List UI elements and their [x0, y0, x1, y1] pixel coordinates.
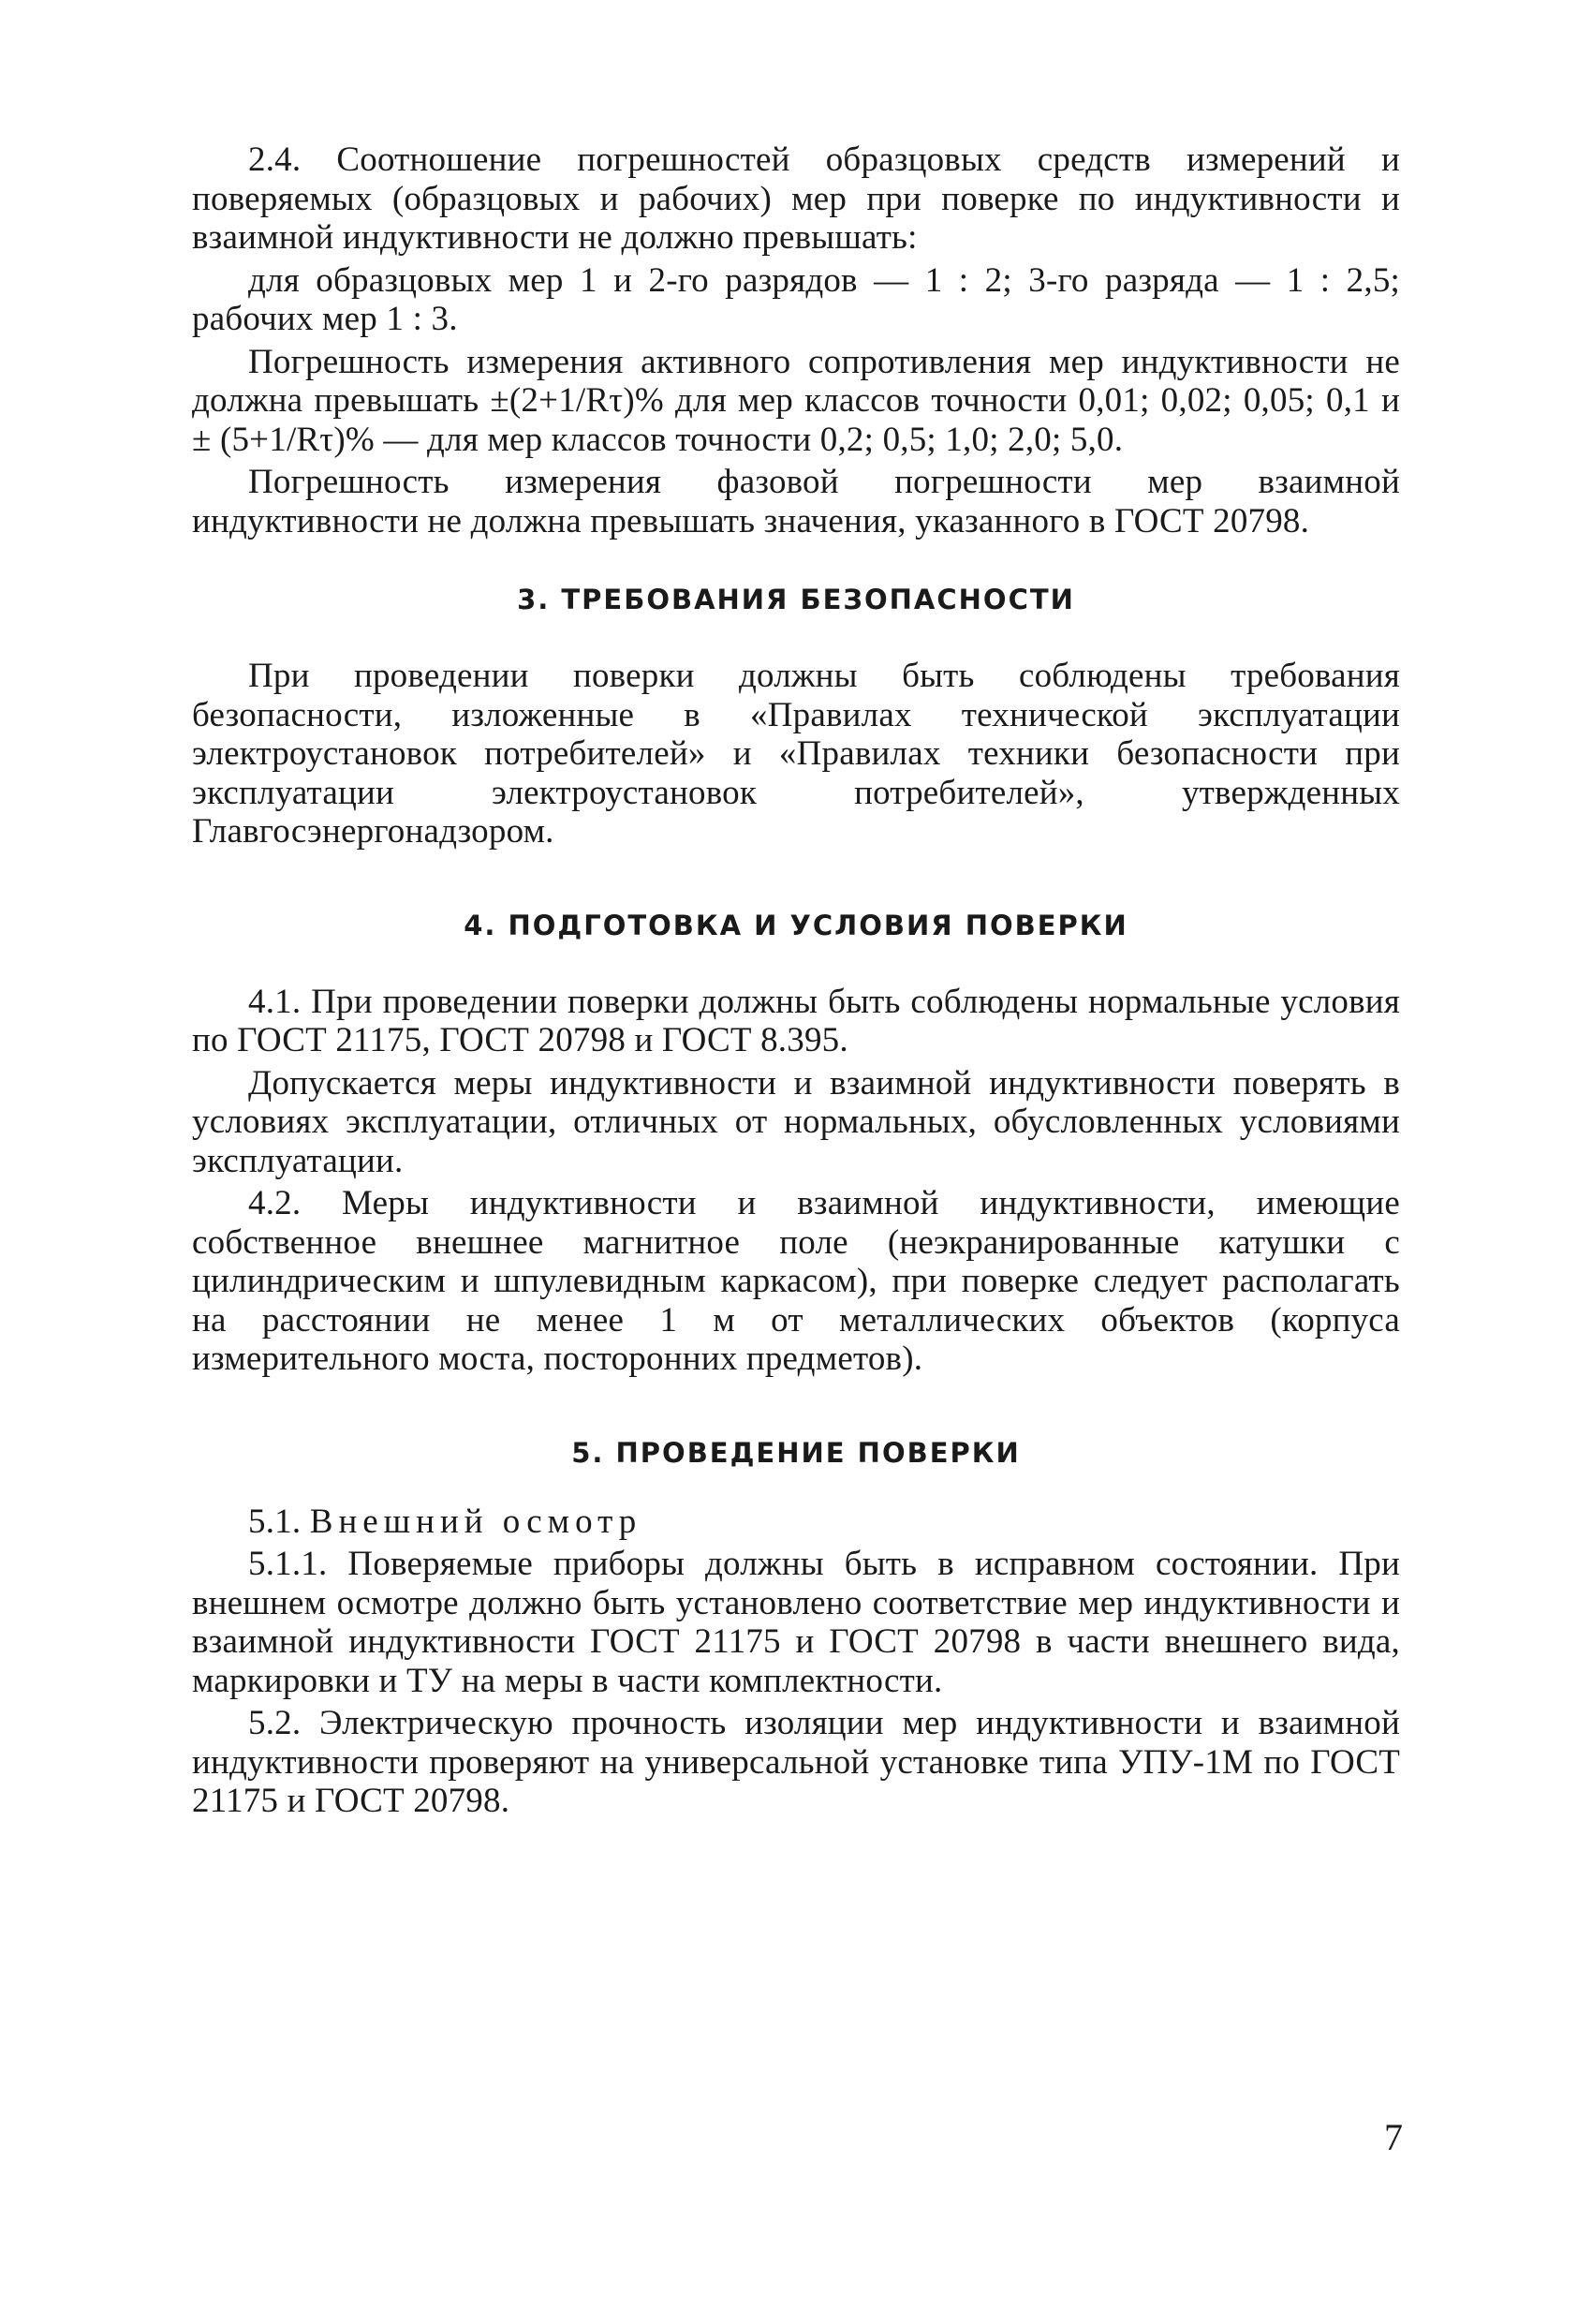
paragraph-phase-error: Погрешность измерения фазовой погрешности мер взаимной индуктивности не должна превышать значения, указанного в ГОСТ 20798.	[192, 463, 1400, 540]
paragraph-safety: При проведении поверки должны быть соблюдены требования безопасности, изложенные в «Правилах технической эксплуатации электроустановок потребителей» и «Правилах техники безопасности при эксплуатации электроустановок потребителей», утвержденных Главгосэнергонадзором.	[192, 657, 1400, 851]
subsection-5-1-title	[192, 1502, 1400, 1542]
paragraph-5-1-1: 5.1.1. Поверяемые приборы должны быть в исправном состоянии. При внешнем осмотре должно быть установлено соответствие мер индуктивности и взаимной индуктивности ГОСТ 21175 и ГОСТ 20798 в части внешнего вида, маркировки и ТУ на меры в части комплектности.	[192, 1545, 1400, 1700]
paragraph-resistance-error: Погрешность измерения активного сопротивления мер индуктивности не должна превышать ±(2+1/Rτ)% для мер классов точности 0,01; 0,02; 0,05; 0,1 и ± (5+1/Rτ)% — для мер классов точности 0,2; 0,5; 1,0; 2,0; 5,0.	[192, 342, 1400, 459]
page-number: 7	[1384, 2116, 1403, 2158]
section-5-heading: 5. ПРОВЕДЕНИЕ ПОВЕРКИ	[571, 1436, 1021, 1469]
section-4-heading: 4. ПОДГОТОВКА И УСЛОВИЯ ПОВЕРКИ	[464, 909, 1128, 941]
paragraph-5-2: 5.2. Электрическую прочность изоляции мер индуктивности и взаимной индуктивности проверяют на универсальной установке типа УПУ-1М по ГОСТ 21175 и ГОСТ 20798.	[192, 1704, 1400, 1820]
subsection-5-1-number: 5.1.	[248, 1502, 302, 1541]
section-3-heading: 3. ТРЕБОВАНИЯ БЕЗОПАСНОСТИ	[517, 584, 1075, 615]
paragraph-2-4: 2.4. Соотношение погрешностей образцовых средств измерений и поверяемых (образцовых и рабочих) мер при поверке по индуктивности и взаимной индуктивности не должно превышать:	[192, 141, 1400, 257]
paragraph-ratios: для образцовых мер 1 и 2-го разрядов — 1 : 2; 3-го разряда — 1 : 2,5; рабочих мер 1 : 3.	[192, 260, 1400, 338]
paragraph-allowed-conditions: Допускается меры индуктивности и взаимной индуктивности поверять в условиях эксплуатации, отличных от нормальных, обусловленных условиями эксплуатации.	[192, 1063, 1400, 1180]
paragraph-4-1: 4.1. При проведении поверки должны быть соблюдены нормальные условия по ГОСТ 21175, ГОСТ 20798 и ГОСТ 8.395.	[192, 982, 1400, 1059]
document-page	[192, 141, 1400, 1821]
paragraph-4-2: 4.2. Меры индуктивности и взаимной индуктивности, имеющие собственное внешнее магнитное поле (неэкранированные катушки с цилиндрическим и шпулевидным каркасом), при поверке следует располагать на расстоянии не менее 1 м от металлических объектов (корпуса измерительного моста, посторонних предметов).	[192, 1184, 1400, 1378]
subsection-5-1-label: Внешний осмотр	[309, 1502, 642, 1541]
